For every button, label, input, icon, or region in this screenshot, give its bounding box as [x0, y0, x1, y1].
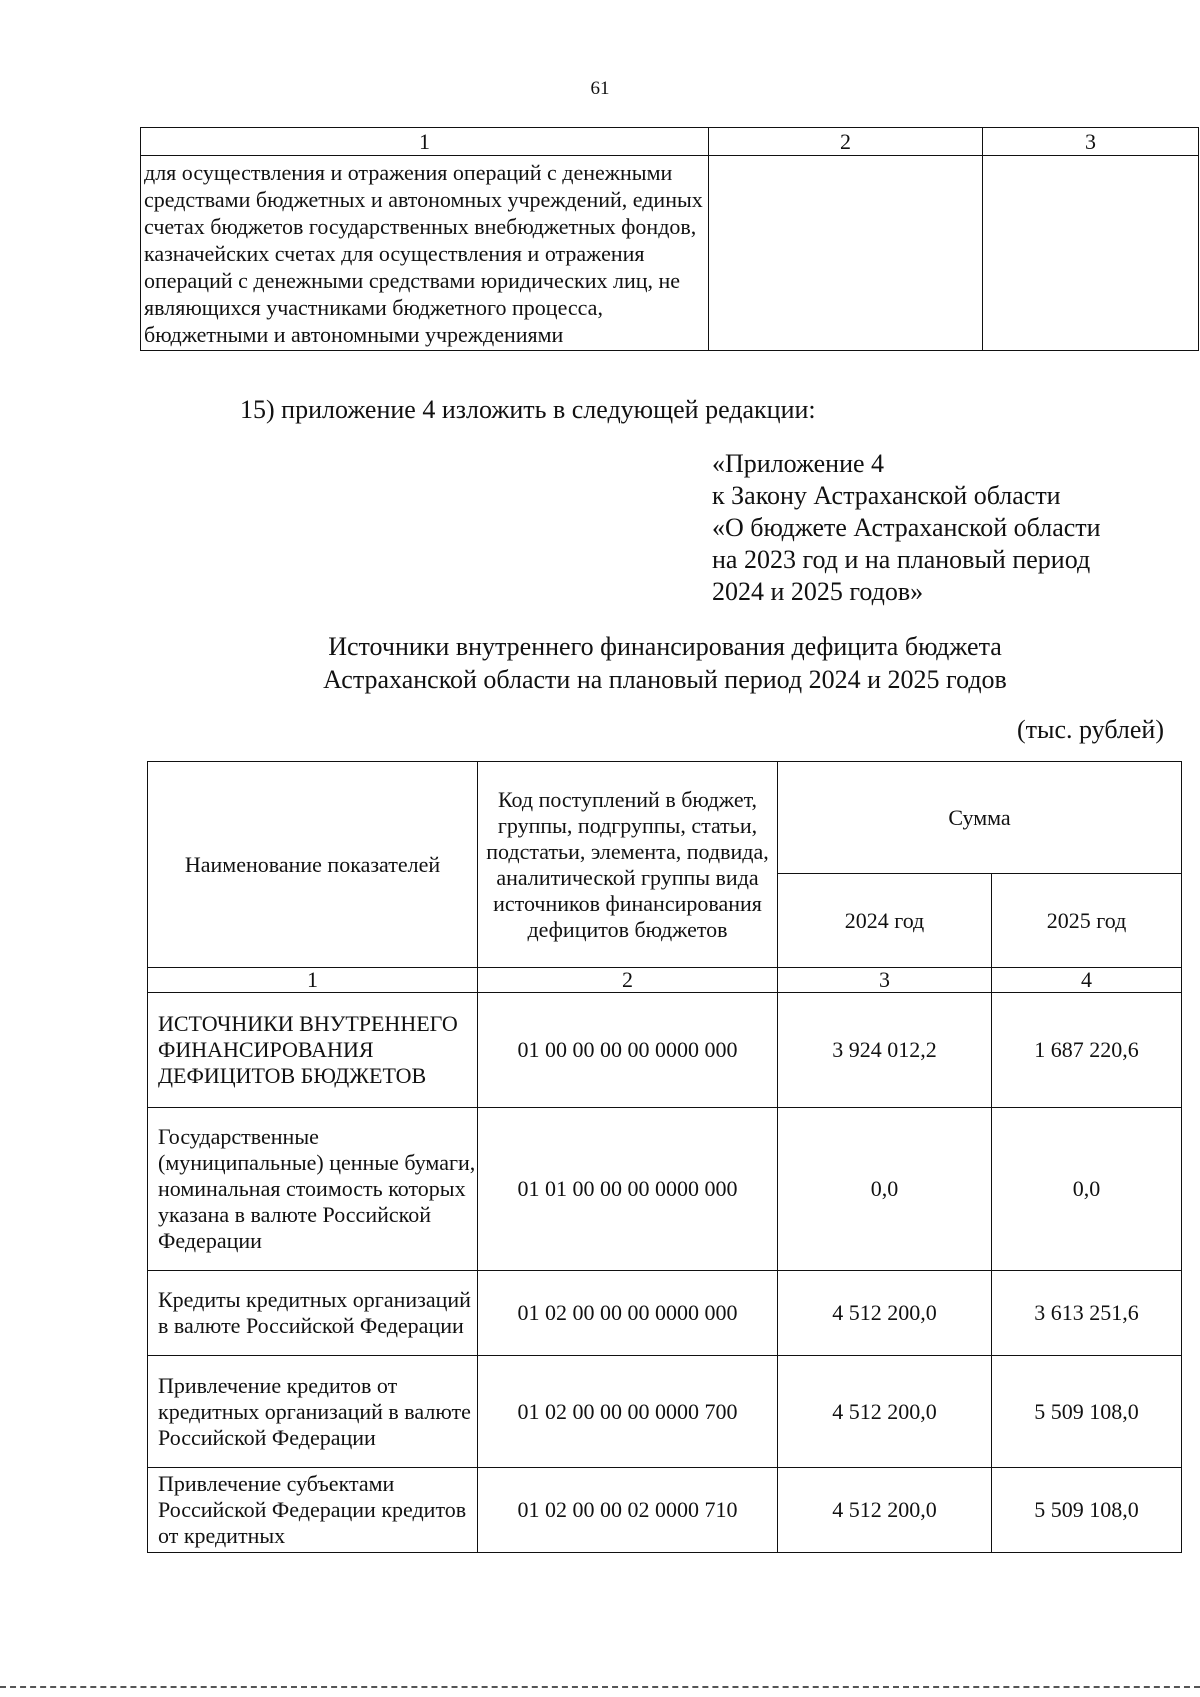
column-number: 2 [478, 968, 778, 993]
row-amount-2025: 5 509 108,0 [992, 1356, 1182, 1468]
amendment-paragraph: 15) приложение 4 изложить в следующей редакции: [240, 395, 816, 424]
column-number-3: 3 [983, 128, 1199, 156]
continuation-table-header-row [141, 128, 1199, 156]
title-line-2: Астраханской области на плановый период 2024 и 2025 годов [323, 665, 1007, 694]
row-code: 01 02 00 00 00 0000 000 [478, 1271, 778, 1356]
empty-cell [983, 156, 1199, 351]
continuation-table [140, 127, 1199, 351]
appendix-line: 2024 и 2025 годов» [712, 577, 924, 606]
units-label: (тыс. рублей) [1016, 715, 1164, 744]
appendix-line: к Закону Астраханской области [712, 481, 1061, 510]
header-name: Наименование показателей [148, 762, 478, 968]
continuation-table-row [141, 156, 1199, 351]
page-number: 61 [590, 78, 610, 99]
row-amount-2024: 0,0 [778, 1108, 992, 1271]
row-amount-2024: 4 512 200,0 [778, 1468, 992, 1553]
appendix-line: «О бюджете Астраханской области [712, 513, 1101, 542]
header-code: Код поступлений в бюджет, группы, подгруппы, статьи, подстатьи, элемента, подвида, аналитической группы вида источников финансирования дефицитов бюджетов [478, 762, 778, 968]
row-code: 01 02 00 00 00 0000 700 [478, 1356, 778, 1468]
row-amount-2024: 4 512 200,0 [778, 1271, 992, 1356]
table-header-row [148, 762, 1182, 874]
row-code: 01 02 00 00 02 0000 710 [478, 1468, 778, 1553]
column-number-1: 1 [141, 128, 709, 156]
title-line-1: Источники внутреннего финансирования дефицита бюджета [328, 632, 1002, 661]
row-amount-2025: 5 509 108,0 [992, 1468, 1182, 1553]
row-amount-2025: 1 687 220,6 [992, 993, 1182, 1108]
appendix-heading [712, 448, 1101, 608]
row-name: Привлечение кредитов от кредитных организаций в валюте Российской Федерации [148, 1356, 478, 1468]
table-row [148, 1108, 1182, 1271]
row-name: Привлечение субъектами Российской Федерации кредитов от кредитных [148, 1468, 478, 1553]
empty-cell [709, 156, 983, 351]
header-sum: Сумма [778, 762, 1182, 874]
column-number: 3 [778, 968, 992, 993]
row-code: 01 00 00 00 00 0000 000 [478, 993, 778, 1108]
row-amount-2025: 0,0 [992, 1108, 1182, 1271]
row-name: Кредиты кредитных организаций в валюте Российской Федерации [148, 1271, 478, 1356]
row-name: ИСТОЧНИКИ ВНУТРЕННЕГО ФИНАНСИРОВАНИЯ ДЕФИЦИТОВ БЮДЖЕТОВ [148, 993, 478, 1108]
row-amount-2025: 3 613 251,6 [992, 1271, 1182, 1356]
page-bottom-rule [0, 1686, 1200, 1688]
continuation-text: для осуществления и отражения операций с денежными средствами бюджетных и автономных учреждений, единых счетах бюджетов государственных внебюджетных фондов, казначейских счетах для осуществления и отражения операций с денежными средствами юридических лиц, не являющихся участниками бюджетного процесса, бюджетными и автономными учреждениями [141, 156, 709, 351]
table-row [148, 993, 1182, 1108]
document-title [0, 630, 1200, 696]
financing-sources-table [147, 761, 1182, 1553]
row-name: Государственные (муниципальные) ценные бумаги, номинальная стоимость которых указана в валюте Российской Федерации [148, 1108, 478, 1271]
header-year-2024: 2024 год [778, 874, 992, 968]
row-amount-2024: 3 924 012,2 [778, 993, 992, 1108]
table-row [148, 1468, 1182, 1553]
column-number: 4 [992, 968, 1182, 993]
table-row [148, 1356, 1182, 1468]
header-year-2025: 2025 год [992, 874, 1182, 968]
appendix-line: «Приложение 4 [712, 449, 885, 478]
row-amount-2024: 4 512 200,0 [778, 1356, 992, 1468]
column-number-2: 2 [709, 128, 983, 156]
appendix-line: на 2023 год и на плановый период [712, 545, 1091, 574]
column-numbers-row [148, 968, 1182, 993]
table-row [148, 1271, 1182, 1356]
column-number: 1 [148, 968, 478, 993]
row-code: 01 01 00 00 00 0000 000 [478, 1108, 778, 1271]
